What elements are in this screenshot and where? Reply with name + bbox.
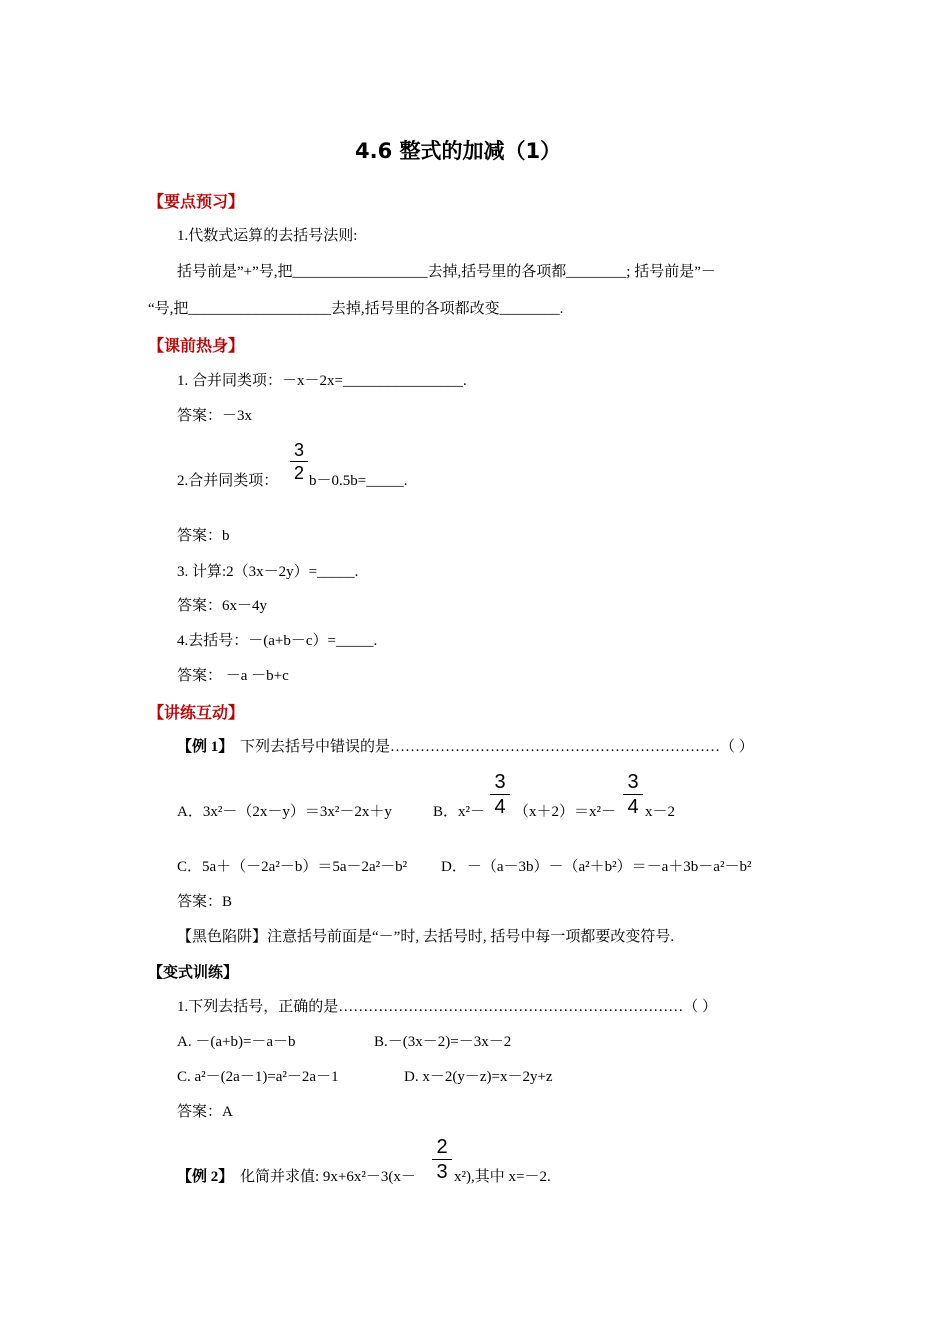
section-heading-preview: 【要点预习】 — [148, 192, 245, 211]
example-2-label: 【例 2】 — [177, 1169, 234, 1185]
example-1-option-a: A．3x²－（2x－y）＝3x²－2x＋y — [177, 804, 392, 820]
fraction-denominator: 4 — [494, 796, 506, 818]
fraction-denominator: 4 — [627, 796, 639, 818]
preview-line-2: 括号前是”+”号,把__________________去掉,括号里的各项都________; 括号前是”－ — [177, 264, 716, 280]
variant-question-1: 1.下列去括号，正确的是……………………………………………………………（ ） — [177, 999, 718, 1015]
variant-option-c: C. a²－(2a－1)=a²－2a－1 — [177, 1069, 339, 1085]
fraction-three-quarters-2 — [623, 772, 643, 817]
example-1-option-b-middle: （x＋2）＝x²－ — [514, 804, 616, 820]
fraction-numerator: 3 — [293, 440, 304, 460]
fraction-three-quarters-1 — [490, 772, 510, 817]
example-1-option-b-suffix: x－2 — [645, 804, 676, 820]
fraction-numerator: 2 — [436, 1136, 448, 1158]
example-1-trap-note: 【黑色陷阱】注意括号前面是“－”时, 去括号时, 括号中每一项都要改变符号. — [177, 929, 675, 945]
example-2-suffix: x²),其中 x=－2. — [454, 1169, 551, 1185]
variant-option-d: D. x－2(y－z)=x－2y+z — [404, 1069, 553, 1085]
example-1-label: 【例 1】 — [177, 739, 234, 755]
fraction-bar — [290, 461, 308, 462]
warmup-question-3: 3. 计算:2（3x－2y）=_____. — [177, 564, 359, 580]
warmup-question-1: 1. 合并同类项：－x－2x=________________. — [177, 373, 467, 389]
fraction-bar — [623, 794, 643, 795]
warmup-question-2-suffix: b－0.5b=_____. — [309, 473, 408, 489]
preview-line-3: “号,把___________________去掉,括号里的各项都改变________. — [148, 301, 564, 317]
section-heading-variant: 【变式训练】 — [148, 963, 239, 981]
fraction-three-halves — [290, 441, 308, 482]
warmup-answer-4: 答案： －a －b+c — [177, 668, 289, 684]
fraction-numerator: 3 — [627, 771, 639, 793]
warmup-answer-3: 答案：6x－4y — [177, 598, 268, 614]
section-heading-interact: 【讲练互动】 — [148, 703, 245, 722]
warmup-answer-1: 答案：－3x — [177, 408, 253, 424]
fraction-numerator: 3 — [494, 771, 506, 793]
fraction-two-thirds — [432, 1137, 452, 1182]
section-heading-warmup: 【课前热身】 — [148, 336, 245, 355]
warmup-answer-2: 答案：b — [177, 528, 230, 544]
preview-line-1: 1.代数式运算的去括号法则: — [177, 228, 358, 244]
fraction-denominator: 3 — [436, 1161, 448, 1183]
fraction-denominator: 2 — [293, 463, 304, 483]
variant-option-b: B.－(3x－2)=－3x－2 — [374, 1034, 512, 1050]
fraction-bar — [490, 794, 510, 795]
warmup-question-4: 4.去括号：－(a+b－c）=_____. — [177, 633, 378, 649]
variant-answer: 答案：A — [177, 1104, 233, 1120]
example-1-option-d: D．－（a－3b）－（a²＋b²）＝－a＋3b－a²－b² — [441, 859, 752, 875]
warmup-question-2-prefix: 2.合并同类项： — [177, 473, 279, 489]
page-title: 4.6 整式的加减（1） — [355, 139, 562, 163]
example-1-option-b-prefix: B．x²－ — [433, 804, 486, 820]
fraction-bar — [432, 1159, 452, 1160]
example-1-question: 下列去括号中错误的是…………………………………………………………（ ） — [240, 739, 754, 755]
example-1-answer: 答案：B — [177, 894, 233, 910]
example-1-option-c: C．5a＋（－2a²－b）＝5a－2a²－b² — [177, 859, 408, 875]
example-2-prefix: 化简并求值: 9x+6x²－3(x－ — [240, 1169, 416, 1185]
variant-option-a: A. －(a+b)=－a－b — [177, 1034, 296, 1050]
